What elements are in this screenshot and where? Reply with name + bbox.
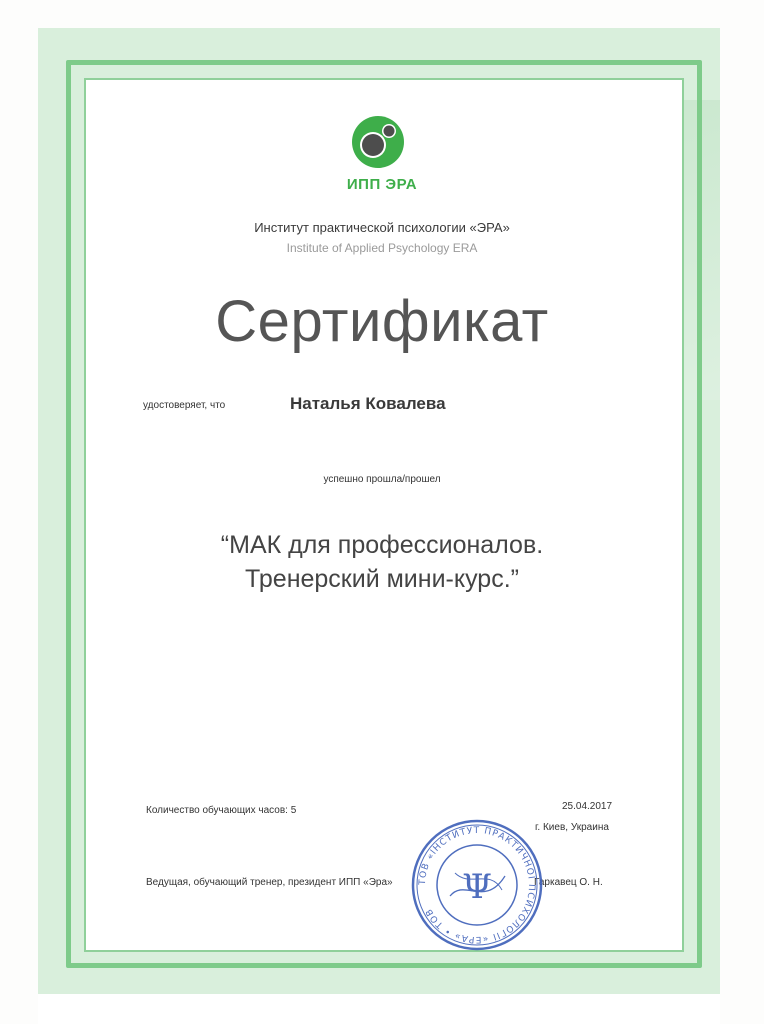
course-title-line2: Тренерский мини-курс.” — [245, 565, 519, 593]
issue-city: г. Киев, Украина — [535, 822, 609, 833]
issue-date: 25.04.2017 — [562, 801, 613, 812]
bottom-margin — [38, 994, 720, 1024]
passed-label: успешно прошла/прошел — [323, 474, 441, 485]
certifies-label: удостоверяет, что — [143, 400, 226, 411]
svg-text:Ψ: Ψ — [462, 867, 492, 907]
course-title — [0, 528, 764, 596]
certificate-title: Сертификат — [215, 289, 549, 354]
training-hours: Количество обучающих часов: 5 — [146, 805, 297, 816]
svg-text:ТОВ «ІНСТИТУТ ПРАКТИЧНОЇ ПСИХО: ТОВ «ІНСТИТУТ ПРАКТИЧНОЇ ПСИХОЛОГІЇ «ЕРА» • ТОВ — [417, 825, 537, 945]
inner-frame — [84, 78, 684, 952]
brand-name: ИПП ЭРА — [346, 176, 418, 193]
round-seal-stamp — [410, 818, 544, 952]
course-title-line1: “МАК для профессионалов. — [220, 531, 544, 559]
trainer-name: Гаркавец О. Н. — [534, 877, 603, 888]
trainer-role: Ведущая, обучающий тренер, президент ИПП «Эра» — [146, 877, 393, 888]
institute-name-en: Institute of Applied Psychology ERA — [286, 241, 478, 255]
institute-name-ru: Институт практической психологии «ЭРА» — [254, 220, 510, 235]
era-logo-icon — [350, 114, 406, 170]
recipient-name: Наталья Ковалева — [290, 394, 446, 413]
